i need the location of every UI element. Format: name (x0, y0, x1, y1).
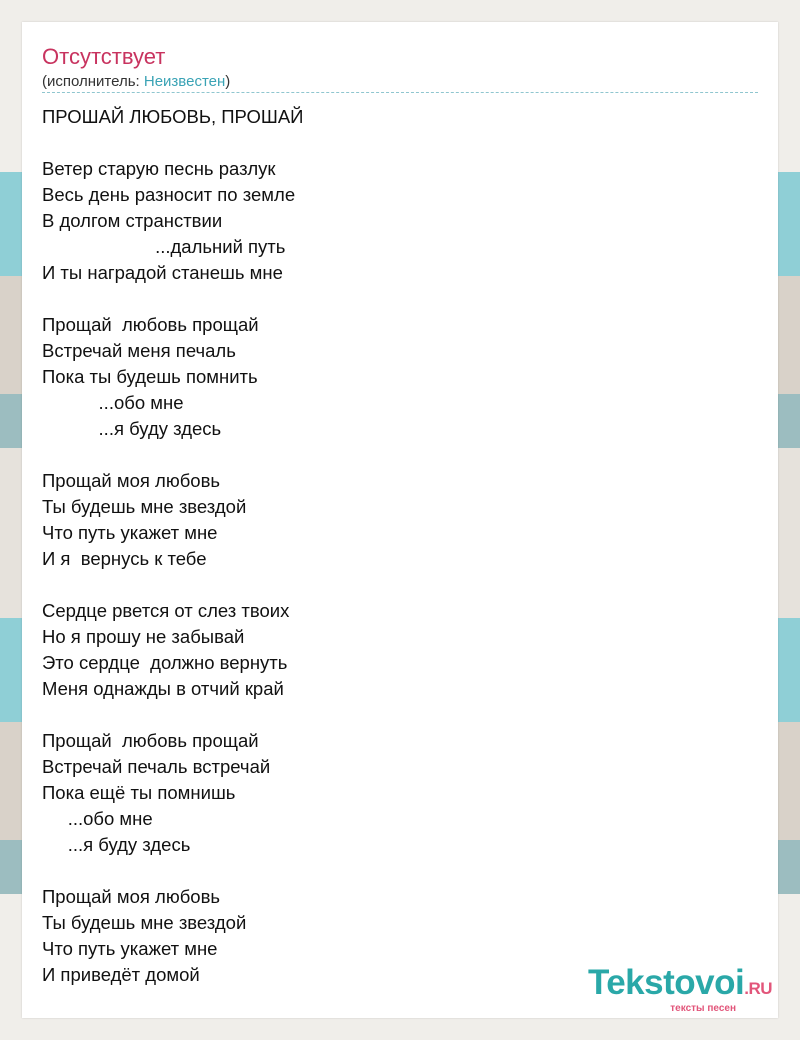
stanza-gap (42, 858, 742, 884)
lyric-line: Прощай любовь прощай (42, 314, 259, 335)
logo-main-text: Tekstovoi (587, 963, 745, 1002)
lyric-line: Что путь укажет мне (42, 522, 218, 543)
lyric-line: Меня однажды в отчий край (42, 678, 284, 699)
lyric-line: Ты будешь мне звездой (42, 912, 247, 933)
lyrics-card (22, 22, 778, 1018)
lyric-line: ...обо мне (42, 392, 184, 413)
stanza-gap (42, 130, 742, 156)
lyric-line: Прощай моя любовь (42, 470, 221, 491)
lyric-line: ...обо мне (42, 808, 153, 829)
stanza-gap (42, 286, 742, 312)
lyric-line: Сердце рвется от слез твоих (42, 600, 290, 621)
lyric-line: Но я прошу не забывай (42, 626, 245, 647)
site-logo[interactable] (587, 963, 772, 1014)
logo-tld: .RU (744, 979, 772, 998)
lyric-line: ...я буду здесь (42, 834, 191, 855)
logo-tagline: тексты песен (670, 1003, 736, 1014)
lyric-line: Что путь укажет мне (42, 938, 218, 959)
lyric-line: ПРОШАЙ ЛЮБОВЬ, ПРОШАЙ (42, 106, 304, 127)
lyric-line: Ты будешь мне звездой (42, 496, 247, 517)
stanza-gap (42, 702, 742, 728)
performer-suffix: ) (225, 73, 231, 90)
lyric-line: И ты наградой станешь мне (42, 262, 283, 283)
stanza-gap (42, 572, 742, 598)
performer-line (42, 73, 230, 90)
performer-link[interactable]: Неизвестен (143, 73, 226, 90)
lyric-line: Встречай меня печаль (42, 340, 236, 361)
lyric-line: И я вернусь к тебе (42, 548, 207, 569)
lyric-line: Весь день разносит по земле (42, 184, 296, 205)
stanza-gap (42, 442, 742, 468)
song-title: Отсутствует (42, 44, 166, 69)
lyric-line: Прощай моя любовь (42, 886, 221, 907)
lyric-line: Прощай любовь прощай (42, 730, 259, 751)
lyric-line: ...дальний путь (42, 236, 286, 257)
lyric-line: Это сердце должно вернуть (42, 652, 288, 673)
lyric-line: ...я буду здесь (42, 418, 222, 439)
lyric-line: И приведёт домой (42, 964, 200, 985)
lyric-line: Пока ты будешь помнить (42, 366, 258, 387)
lyrics-text (42, 104, 742, 988)
performer-prefix: (исполнитель: (42, 73, 144, 90)
lyric-line: Пока ещё ты помнишь (42, 782, 236, 803)
lyric-line: Ветер старую песнь разлук (42, 158, 276, 179)
lyric-line: В долгом странствии (42, 210, 223, 231)
lyric-line: Встречай печаль встречай (42, 756, 271, 777)
divider (42, 92, 758, 93)
